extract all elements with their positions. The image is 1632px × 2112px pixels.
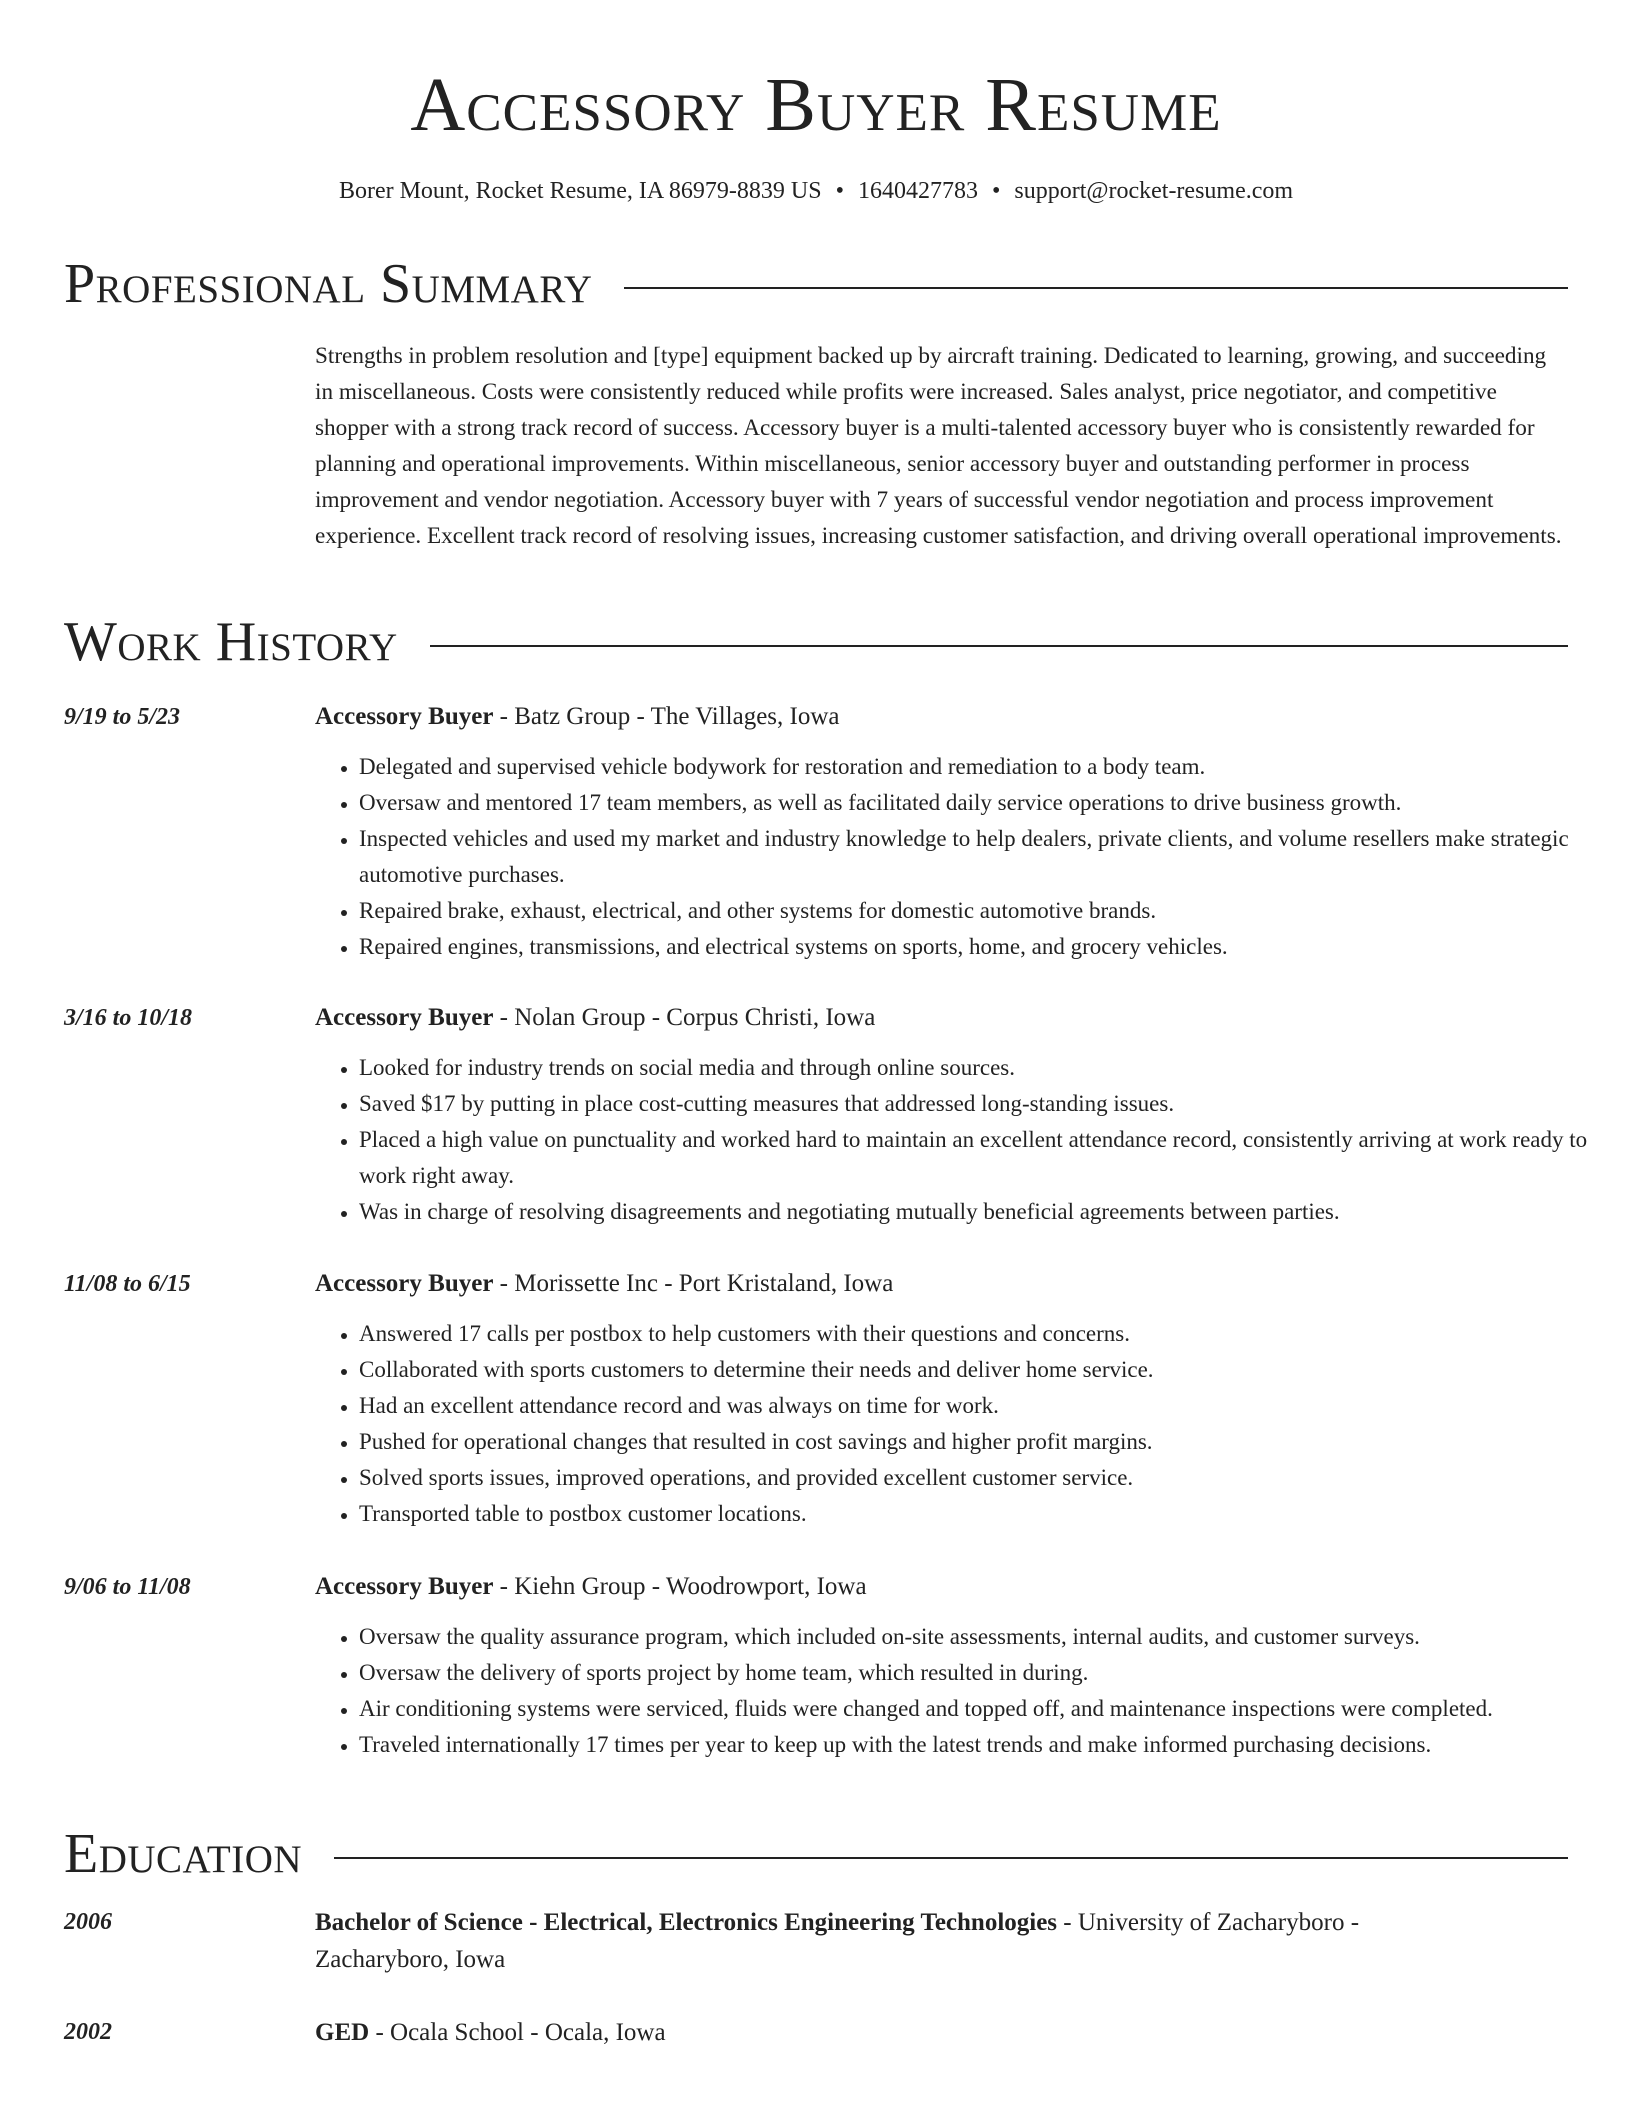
job-heading <box>315 1000 1555 1036</box>
job-details: - Kiehn Group - Woodrowport, Iowa <box>493 1573 867 1600</box>
contact-email: support@rocket-resume.com <box>1014 178 1294 204</box>
job-bullet: • Oversaw the quality assurance program, which included on-site assessments, internal audits, and customer surveys. <box>359 1619 1609 1655</box>
job-details: - Nolan Group - Corpus Christi, Iowa <box>493 1004 876 1031</box>
job-dates: 9/06 to 11/08 <box>64 1574 191 1600</box>
job-bullet: • Looked for industry trends on social media and through online sources. <box>359 1050 1609 1086</box>
contact-address: Borer Mount, Rocket Resume, IA 86979-8839 US <box>338 178 822 204</box>
job-bullets <box>315 1050 1609 1230</box>
job-bullets <box>315 1316 1609 1532</box>
job-bullet: • Was in charge of resolving disagreements and negotiating mutually beneficial agreements between parties. <box>359 1194 1609 1230</box>
job-bullet: • Repaired brake, exhaust, electrical, and other systems for domestic automotive brands. <box>359 893 1609 929</box>
job-bullet: • Had an excellent attendance record and was always on time for work. <box>359 1388 1609 1424</box>
education-section-header <box>64 1822 1568 1886</box>
contact-phone: 1640427783 <box>857 178 978 204</box>
job-bullet: • Transported table to postbox customer locations. <box>359 1496 1609 1532</box>
job-heading <box>315 1569 1555 1605</box>
section-divider <box>334 1857 1568 1859</box>
work-heading: Work History <box>64 611 398 673</box>
job-bullets <box>315 1619 1609 1763</box>
job-heading <box>315 699 1555 735</box>
education-degree: GED <box>315 2019 370 2046</box>
job-bullet: • Placed a high value on punctuality and worked hard to maintain an excellent attendance record, consistently arriving at work ready to work right away. <box>359 1122 1609 1194</box>
job-title: Accessory Buyer <box>315 1270 494 1297</box>
job-bullet: • Oversaw the delivery of sports project by home team, which resulted in during. <box>359 1655 1609 1691</box>
job-bullet: • Traveled internationally 17 times per year to keep up with the latest trends and make informed purchasing decisions. <box>359 1727 1609 1763</box>
job-dates: 3/16 to 10/18 <box>64 1005 193 1031</box>
summary-text: Strengths in problem resolution and [type] equipment backed up by aircraft training. Dedicated to learning, growing, and succeeding in miscellaneous. Costs were consistently reduced while profits were increased. Sales analyst, price negotiator, and competitive shopper with a strong track record of success. Accessory buyer is a multi-talented accessory buyer who is consistently rewarded for planning and operational improvements. Within miscellaneous, senior accessory buyer and outstanding performer in process improvement and vendor negotiation. Accessory buyer with 7 years of successful vendor negotiation and process improvement experience. Excellent track record of resolving issues, increasing customer satisfaction, and driving overall operational improvements. <box>315 343 1562 549</box>
work-section-header <box>64 610 1568 674</box>
education-year: 2006 <box>64 1909 112 1935</box>
education-heading: Education <box>64 1823 303 1885</box>
job-bullet: • Collaborated with sports customers to determine their needs and deliver home service. <box>359 1352 1609 1388</box>
job-bullet: • Air conditioning systems were serviced, fluids were changed and topped off, and maintenance inspections were completed. <box>359 1691 1609 1727</box>
education-heading-line <box>315 1904 1475 1978</box>
education-heading-line <box>315 2014 1475 2051</box>
job-title: Accessory Buyer <box>315 1573 494 1600</box>
summary-heading: Professional Summary <box>64 253 593 315</box>
summary-section-header <box>64 252 1568 316</box>
job-bullet: • Answered 17 calls per postbox to help customers with their questions and concerns. <box>359 1316 1609 1352</box>
job-bullet: • Saved $17 by putting in place cost-cutting measures that addressed long-standing issues. <box>359 1086 1609 1122</box>
job-heading <box>315 1266 1555 1302</box>
job-title: Accessory Buyer <box>315 1004 494 1031</box>
education-degree: Bachelor of Science - Electrical, Electronics Engineering Technologies <box>315 1909 1058 1936</box>
job-bullet: • Oversaw and mentored 17 team members, as well as facilitated daily service operations to drive business growth. <box>359 785 1609 821</box>
job-bullet: • Inspected vehicles and used my market and industry knowledge to help dealers, private clients, and volume resellers make strategic automotive purchases. <box>359 821 1609 893</box>
job-details: - Batz Group - The Villages, Iowa <box>493 703 840 730</box>
education-year: 2002 <box>64 2019 112 2045</box>
job-dates: 11/08 to 6/15 <box>64 1271 191 1297</box>
job-bullet: • Pushed for operational changes that resulted in cost savings and higher profit margins. <box>359 1424 1609 1460</box>
section-divider <box>430 645 1568 647</box>
contact-separator: • <box>991 178 1001 204</box>
job-bullets <box>315 749 1609 965</box>
education-details: - Ocala School - Ocala, Iowa <box>369 2019 666 2046</box>
education-details: - University of Zacharyboro - Zacharyboro, Iowa <box>315 1909 1360 1973</box>
job-bullet: • Delegated and supervised vehicle bodywork for restoration and remediation to a body team. <box>359 749 1609 785</box>
job-bullet: • Solved sports issues, improved operations, and provided excellent customer service. <box>359 1460 1609 1496</box>
resume-title: Accessory Buyer Resume <box>410 63 1222 147</box>
job-title: Accessory Buyer <box>315 703 494 730</box>
section-divider <box>624 287 1568 289</box>
contact-separator: • <box>835 178 844 204</box>
job-details: - Morissette Inc - Port Kristaland, Iowa <box>493 1270 894 1297</box>
job-bullet: • Repaired engines, transmissions, and electrical systems on sports, home, and grocery vehicles. <box>359 929 1609 965</box>
contact-line <box>0 174 1632 208</box>
job-dates: 9/19 to 5/23 <box>64 704 181 730</box>
